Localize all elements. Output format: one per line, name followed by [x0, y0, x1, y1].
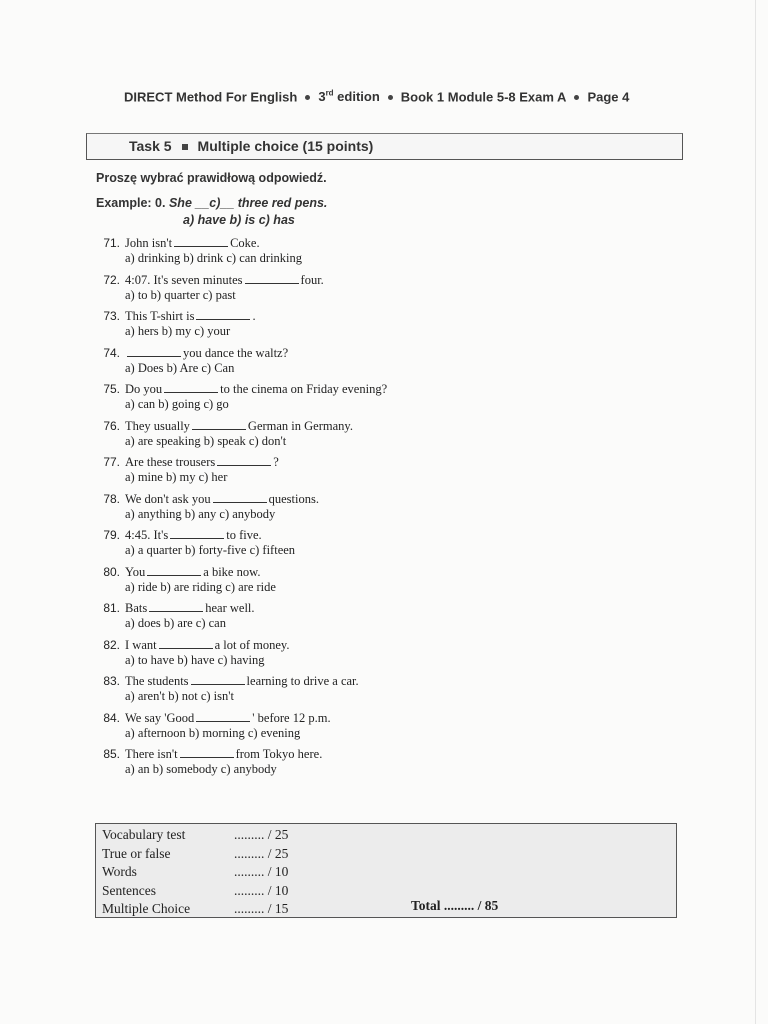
- question-item: [96, 528, 496, 565]
- stem-after: from Tokyo here.: [235, 747, 323, 761]
- task-label: Task 5: [129, 138, 172, 154]
- stem-after: questions.: [268, 491, 319, 506]
- stem-before: Are these trousers: [125, 455, 216, 469]
- answer-blank[interactable]: [217, 465, 271, 466]
- question-number: 74.: [103, 345, 120, 360]
- header-page: Page 4: [587, 89, 630, 105]
- question-item: [96, 346, 496, 383]
- stem-after: ' before 12 p.m.: [252, 710, 331, 725]
- answer-blank[interactable]: [213, 502, 267, 503]
- question-item: [96, 674, 496, 711]
- question-number: 76.: [103, 418, 120, 433]
- question-stem: [125, 492, 319, 507]
- question-stem: [125, 711, 331, 726]
- question-number: 72.: [103, 272, 120, 287]
- question-stem: [125, 601, 255, 616]
- question-stem: [125, 747, 322, 762]
- answer-blank[interactable]: [180, 757, 234, 758]
- question-item: [96, 492, 496, 529]
- question-stem: [125, 273, 324, 288]
- stem-after: ?: [273, 455, 279, 469]
- question-item: [96, 273, 496, 310]
- score-row: [102, 846, 288, 864]
- example-options: a) have b) is c) has: [183, 213, 295, 227]
- total-score: [411, 898, 498, 914]
- question-number: 73.: [103, 309, 120, 323]
- stem-after: to five.: [226, 528, 262, 542]
- score-row: [102, 864, 288, 882]
- answer-blank[interactable]: [147, 575, 201, 576]
- question-stem: [125, 528, 262, 543]
- question-item: [96, 565, 496, 602]
- score-label: Sentences: [102, 882, 156, 898]
- stem-before: I want: [125, 637, 157, 652]
- question-options: a) anything b) any c) anybody: [125, 506, 276, 521]
- answer-blank[interactable]: [192, 429, 246, 430]
- score-value: ......... / 25: [234, 827, 289, 842]
- task-name: Multiple choice (15 points): [197, 138, 374, 154]
- question-stem: [125, 455, 279, 470]
- example-sentence: She __c)__ three red pens.: [168, 196, 328, 210]
- question-item: [96, 236, 496, 273]
- question-options: a) hers b) my c) your: [125, 324, 231, 338]
- question-options: a) an b) somebody c) anybody: [125, 762, 277, 776]
- score-value: ......... / 10: [234, 864, 289, 879]
- total-value: ......... / 85: [443, 898, 499, 913]
- score-value: ......... / 25: [234, 845, 289, 861]
- question-number: 75.: [103, 382, 120, 396]
- score-value: ......... / 15: [234, 901, 289, 916]
- answer-blank[interactable]: [196, 721, 250, 722]
- stem-after: Coke.: [230, 236, 260, 250]
- stem-before: John isn't: [125, 236, 173, 250]
- stem-before: This T-shirt is: [125, 309, 195, 323]
- question-options: a) afternoon b) morning c) evening: [125, 725, 301, 740]
- stem-after: a lot of money.: [214, 637, 290, 652]
- stem-before: Do you: [125, 382, 163, 396]
- answer-blank[interactable]: [196, 319, 250, 320]
- score-row: [102, 827, 288, 845]
- bullet-icon: [305, 95, 310, 100]
- question-number: 83.: [103, 674, 120, 688]
- stem-after: .: [252, 309, 256, 323]
- bullet-icon: [388, 95, 393, 100]
- task-heading-box: [86, 133, 683, 160]
- question-options: a) drinking b) drink c) can drinking: [125, 251, 303, 265]
- answer-blank[interactable]: [174, 246, 228, 247]
- stem-after: you dance the waltz?: [183, 345, 289, 360]
- question-item: [96, 419, 496, 456]
- question-options: a) to b) quarter c) past: [125, 287, 236, 302]
- stem-after: to the cinema on Friday evening?: [220, 382, 388, 396]
- question-number: 71.: [103, 236, 120, 250]
- question-number: 84.: [103, 710, 120, 725]
- stem-after: hear well.: [205, 601, 255, 615]
- answer-blank[interactable]: [170, 538, 224, 539]
- answer-blank[interactable]: [245, 283, 299, 284]
- question-stem: [125, 565, 260, 580]
- question-number: 77.: [103, 455, 120, 469]
- question-number: 85.: [103, 747, 120, 761]
- question-stem: [125, 382, 387, 397]
- question-options: a) can b) going c) go: [125, 397, 229, 411]
- question-options: a) are speaking b) speak c) don't: [125, 433, 287, 448]
- question-list: [96, 236, 496, 784]
- answer-blank[interactable]: [159, 648, 213, 649]
- page-edge-shadow: [755, 0, 756, 1024]
- bullet-icon: [574, 95, 579, 100]
- question-stem: [125, 309, 256, 324]
- score-label: True or false: [102, 845, 171, 861]
- instruction-text: Proszę wybrać prawidłową odpowiedź.: [96, 171, 327, 185]
- question-item: [96, 455, 496, 492]
- answer-blank[interactable]: [191, 684, 245, 685]
- score-row: [102, 901, 288, 919]
- stem-before: We say 'Good: [125, 710, 195, 725]
- question-number: 82.: [103, 637, 120, 652]
- question-options: a) does b) are c) can: [125, 616, 226, 630]
- question-options: a) mine b) my c) her: [125, 470, 228, 484]
- page-header: [124, 89, 629, 104]
- stem-after: German in Germany.: [247, 418, 353, 433]
- question-stem: [125, 638, 289, 653]
- score-table: [95, 823, 677, 918]
- question-stem: [125, 419, 353, 434]
- stem-before: Bats: [125, 601, 148, 615]
- question-number: 79.: [103, 528, 120, 542]
- answer-blank[interactable]: [149, 611, 203, 612]
- header-edition: 3rd edition: [318, 89, 380, 105]
- total-label: Total: [411, 898, 441, 913]
- question-stem: [125, 674, 359, 689]
- question-options: a) a quarter b) forty-five c) fifteen: [125, 543, 296, 557]
- stem-before: The students: [125, 674, 189, 688]
- stem-before: 4:07. It's seven minutes: [125, 272, 243, 287]
- question-options: a) to have b) have c) having: [125, 652, 265, 667]
- stem-after: a bike now.: [203, 564, 261, 579]
- question-number: 80.: [103, 564, 120, 579]
- question-item: [96, 382, 496, 419]
- stem-before: 4:45. It's: [125, 528, 169, 542]
- header-title: DIRECT Method For English: [124, 89, 298, 105]
- stem-after: learning to drive a car.: [246, 674, 359, 688]
- question-options: a) ride b) are riding c) are ride: [125, 579, 276, 594]
- score-value: ......... / 10: [234, 882, 289, 898]
- question-options: a) Does b) Are c) Can: [125, 360, 235, 375]
- question-item: [96, 309, 496, 346]
- stem-before: They usually: [125, 418, 190, 433]
- example: [96, 196, 328, 227]
- question-options: a) aren't b) not c) isn't: [125, 689, 234, 703]
- header-book: Book 1 Module 5-8 Exam A: [400, 89, 567, 105]
- score-label: Vocabulary test: [102, 827, 186, 842]
- stem-before: You: [125, 564, 146, 579]
- score-label: Multiple Choice: [102, 901, 191, 916]
- task-title: [129, 138, 373, 154]
- answer-blank[interactable]: [164, 392, 218, 393]
- question-stem: [125, 346, 288, 361]
- question-number: 78.: [103, 491, 120, 506]
- stem-before: There isn't: [125, 747, 178, 761]
- question-item: [96, 638, 496, 675]
- score-row: [102, 883, 288, 901]
- stem-after: four.: [300, 272, 324, 287]
- question-item: [96, 711, 496, 748]
- stem-before: We don't ask you: [125, 491, 211, 506]
- question-number: 81.: [103, 601, 120, 615]
- answer-blank[interactable]: [127, 356, 181, 357]
- square-bullet-icon: [182, 144, 188, 150]
- question-item: [96, 601, 496, 638]
- example-label: Example: 0.: [96, 196, 166, 210]
- score-label: Words: [102, 864, 137, 879]
- question-stem: [125, 236, 260, 251]
- question-item: [96, 747, 496, 784]
